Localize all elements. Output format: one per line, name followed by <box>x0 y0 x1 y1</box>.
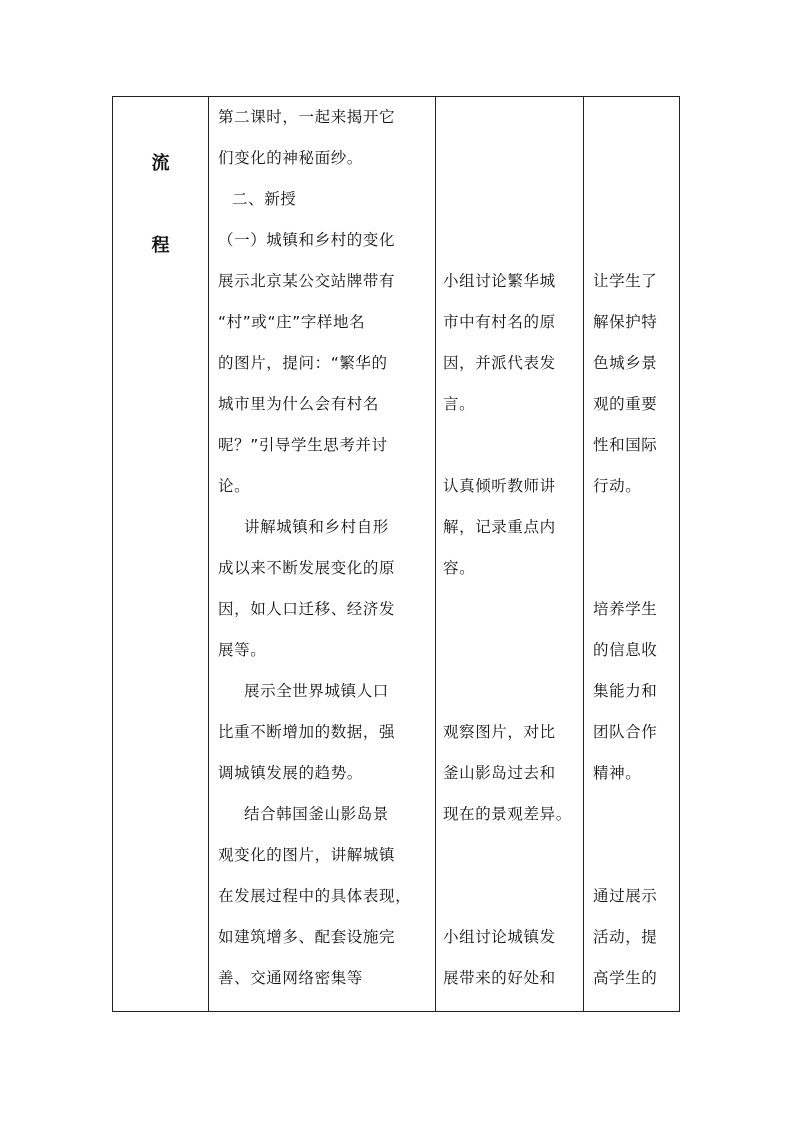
student-text-line: 容。 <box>443 559 476 577</box>
text-line: 呢？”引导学生思考并讨 <box>218 436 388 454</box>
student-text-line: 言。 <box>443 395 476 413</box>
text-line: 第二课时，一起来揭开它 <box>218 108 396 126</box>
text-line: 展示北京某公交站牌带有 <box>218 272 396 290</box>
blank-line <box>593 220 681 261</box>
blank-line <box>593 794 681 835</box>
text-line: 城市里为什么会有村名 <box>218 395 380 413</box>
text-line: 结合韩国釜山影岛景 <box>244 805 389 823</box>
blank-line <box>443 671 583 712</box>
text-line: “村”或“庄”字样地名 <box>218 313 366 331</box>
student-text-line: 小组讨论城镇发 <box>443 928 556 946</box>
column-divider <box>583 97 584 1011</box>
blank-line <box>593 835 681 876</box>
text-line: 们变化的神秘面纱。 <box>218 149 363 167</box>
text-line: 展等。 <box>218 641 267 659</box>
text-line: 调城镇发展的趋势。 <box>218 764 363 782</box>
text-line: 讲解城镇和乡村自形 <box>244 518 389 536</box>
student-text-line: 小组讨论繁华城 <box>443 272 556 290</box>
intent-text-line: 的信息收 <box>593 641 658 659</box>
text-line: 成以来不断发展变化的原 <box>218 559 396 577</box>
intent-text-line: 色城乡景 <box>593 354 658 372</box>
intent-text-line: 让学生了 <box>593 272 658 290</box>
blank-line <box>443 589 583 630</box>
blank-line <box>443 876 583 917</box>
student-text-line: 认真倾听教师讲 <box>443 477 556 495</box>
teacher-activity-cell <box>218 97 433 999</box>
column-divider <box>435 97 436 1011</box>
design-intent-cell <box>593 97 681 999</box>
student-text-line: 市中有村名的原 <box>443 313 556 331</box>
intent-text-line: 集能力和 <box>593 682 658 700</box>
intent-text-line: 行动。 <box>593 477 642 495</box>
blank-line <box>443 835 583 876</box>
intent-text-line: 通过展示 <box>593 887 658 905</box>
blank-line <box>443 97 583 138</box>
subsection-heading: （一）城镇和乡村的变化 <box>218 231 396 249</box>
intent-text-line: 活动，提 <box>593 928 658 946</box>
blank-line <box>443 138 583 179</box>
blank-line <box>443 630 583 671</box>
intent-text-line: 性和国际 <box>593 436 658 454</box>
intent-text-line: 培养学生 <box>593 600 658 618</box>
heading-char-1: 流 <box>151 153 170 174</box>
blank-line <box>593 179 681 220</box>
lesson-process-table <box>112 96 680 1012</box>
student-text-line: 釜山影岛过去和 <box>443 764 556 782</box>
text-line: 善、交通网络密集等 <box>218 969 363 987</box>
intent-text-line: 解保护特 <box>593 313 658 331</box>
text-line: 因，如人口迁移、经济发 <box>218 600 396 618</box>
text-line: 的图片，提问：“繁华的 <box>218 354 388 372</box>
student-text-line: 因，并派代表发 <box>443 354 556 372</box>
section-heading: 二、新授 <box>232 190 297 208</box>
blank-line <box>593 548 681 589</box>
blank-line <box>443 425 583 466</box>
text-line: 论。 <box>218 477 251 495</box>
blank-line <box>593 138 681 179</box>
intent-text-line: 高学生的 <box>593 969 658 987</box>
blank-line <box>443 220 583 261</box>
text-line: 比重不断增加的数据，强 <box>218 723 396 741</box>
text-line: 展示全世界城镇人口 <box>244 682 389 700</box>
student-text-line: 解，记录重点内 <box>443 518 556 536</box>
student-text-line: 现在的景观差异。 <box>443 805 572 823</box>
blank-line <box>443 179 583 220</box>
student-text-line: 展带来的好处和 <box>443 969 556 987</box>
text-line: 观变化的图片，讲解城镇 <box>218 846 396 864</box>
student-activity-cell <box>443 97 583 999</box>
blank-line <box>593 507 681 548</box>
text-line: 如建筑增多、配套设施完 <box>218 928 396 946</box>
intent-text-line: 精神。 <box>593 764 642 782</box>
column-divider <box>208 97 209 1011</box>
blank-line <box>593 97 681 138</box>
text-line: 在发展过程中的具体表现， <box>218 887 412 905</box>
intent-text-line: 观的重要 <box>593 395 658 413</box>
intent-text-line: 团队合作 <box>593 723 658 741</box>
heading-char-2: 程 <box>151 235 170 256</box>
student-text-line: 观察图片，对比 <box>443 723 556 741</box>
